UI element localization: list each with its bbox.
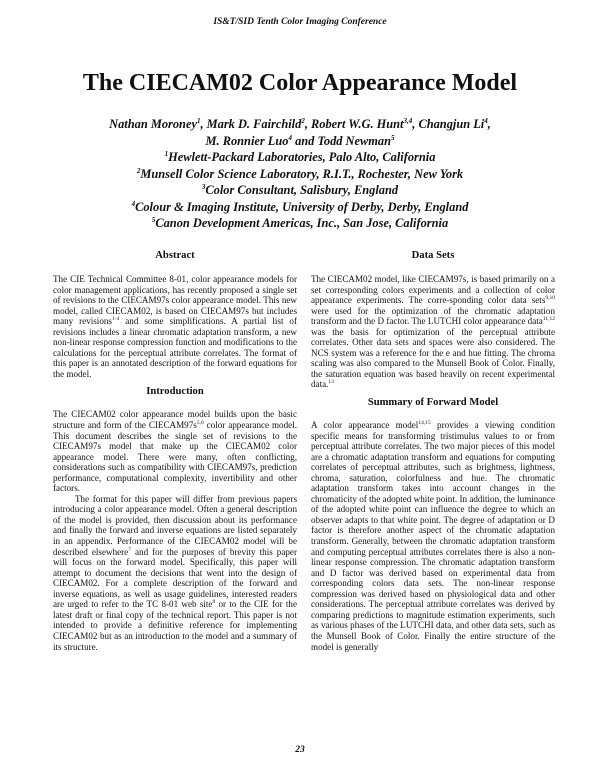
affiliation-text: Color Consultant, Salisbury, England — [205, 183, 399, 197]
affiliation-mark: 1 — [164, 149, 169, 158]
author-name: M. Ronnier Luo — [205, 133, 289, 148]
author-name: and Todd Newman — [291, 133, 391, 148]
body-text: or to the CIE for the latest draft or final copy of the technical report. This paper is not intended to provide a definitive reference for implementing CIECAM02 but as an introduction to the model and a summary of its structure. — [53, 599, 298, 652]
data-sets-paragraph — [311, 274, 555, 390]
citation: 9,10 — [545, 295, 555, 302]
citation: 7 — [128, 546, 131, 553]
citation: 13 — [328, 379, 334, 386]
affiliation-text: Colour & Imaging Institute, University of Derby, Derby, England — [135, 199, 469, 214]
body-text: was the basis for optimization of the perceptual attribute correlates. Other data sets and spaces were also considered. The NCS system was a reference for the e and hue fitting. The chroma scaling was also compared to the Munsell Book of Color. Finally, the saturation equation was based heavily on recent experimental data. — [311, 326, 555, 390]
intro-paragraph-2 — [53, 494, 297, 652]
author-affil-mark: 5 — [391, 133, 395, 142]
author-line-2 — [40, 133, 560, 150]
abstract-paragraph — [53, 274, 297, 379]
author-affil-mark: 3,4 — [403, 116, 413, 125]
affiliation-1 — [40, 149, 560, 166]
body-text: The CIECAM02 color appearance model builds upon the basic structure and form of the CIECAM97s — [53, 409, 297, 431]
author-name: , Mark D. Fairchild — [200, 117, 302, 131]
affiliation-mark: 2 — [136, 166, 141, 175]
affiliation-mark: 3 — [201, 182, 206, 191]
left-column — [53, 250, 297, 652]
introduction-heading: Introduction — [146, 386, 204, 398]
author-separator: , — [487, 117, 491, 131]
data-sets-heading: Data Sets — [411, 250, 455, 261]
author-name: , Changjun Li — [412, 117, 485, 131]
citation: 11,12 — [542, 316, 555, 323]
intro-paragraph-1 — [53, 409, 297, 493]
affiliation-mark: 5 — [151, 215, 156, 224]
body-text: A color appearance model — [311, 420, 419, 431]
affiliation-text: Hewlett-Packard Laboratories, Palo Alto, California — [168, 150, 436, 164]
summary-heading: Summary of Forward Model — [367, 397, 499, 409]
page-number: 23 — [295, 745, 305, 755]
citation: 1-4 — [111, 316, 120, 323]
abstract-heading: Abstract — [155, 250, 195, 261]
body-text: color appearance model. This document describes the single set of revisions to the CIECAM97s model that make up the CIECAM02 color appearance model. There were many, often conflicting, considerations such as compatibility with CIECAM97s, prediction performance, computational complexity, invertibility and other factors. — [53, 420, 297, 494]
author-block — [40, 116, 560, 232]
citation: 5,6 — [196, 419, 204, 426]
body-text: and some simplifications. A partial list of revisions includes a linear chromatic adaptation transform, a new non-linear response compression function and modifications to the calculations for the perceptual attribute correlates. The format of this paper is an annotated description of the forward equations for the model. — [53, 316, 297, 379]
affiliation-4 — [40, 199, 560, 216]
body-text: and for the purposes of brevity this paper will focus on the forward model. Specifically, this paper will attempt to document the decisions that went into the design of CIECAM02. For a complete description of the forward and inverse equations, as well as usage guidelines, interested readers are urged to refer to the TC 8-01 web site — [53, 546, 297, 610]
author-affil-mark: 2 — [301, 116, 305, 125]
author-affil-mark: 4 — [484, 116, 488, 125]
affiliation-3 — [40, 182, 560, 199]
paper-title: The CIECAM02 Color Appearance Model — [82, 70, 518, 96]
citation: 14,15 — [418, 419, 431, 426]
author-name: , Robert W.G. Hunt — [304, 117, 404, 131]
affiliation-5 — [40, 215, 560, 232]
author-affil-mark: 1 — [196, 116, 201, 125]
citation: 8 — [212, 599, 216, 606]
author-line-1 — [40, 116, 560, 133]
affiliation-mark: 4 — [131, 199, 136, 208]
body-text: The CIECAM02 model, like CIECAM97s, is based primarily on a set corresponding colors experiments and a collection of color appearance experiments. The corre-sponding color data sets — [311, 274, 555, 306]
affiliation-2 — [40, 166, 560, 183]
author-affil-mark: 4 — [288, 133, 292, 142]
body-text: provides a viewing condition specific means for transforming tristimulus values to or from perceptual attribute correlates. The two major pieces of this model are a chromatic adaptation transform and equations for computing correlates of perceptual attributes, such as brightness, lightness, chroma, saturation, colorfulness and hue. The chromatic adaptation transform takes into account changes in the chromaticity of the adopted white point. In addition, the luminance of the adopted white point can influence the degree to which an observer adapts to that white point. The degree of adaptation or D factor is therefore another aspect of the chromatic adaptation transform. Generally, between the chromatic adaptation transform and computing perceptual attributes correlates there is also a non-linear response compression. The chromatic adaptation transform and D factor was derived based on experimental data from corresponding colors data sets. The non-linear response compression was derived based on physiological data and other considerations. The perceptual attribute correlates was derived by comparing predictions to magnitude estimation experiments, such as various phases of the LUTCHI data, and other data sets, such as the Munsell Book of Color. Finally the entire structure of the model is generally — [311, 420, 555, 652]
body-text: were used for the optimization of the chromatic adaptation transform and the D factor. The LUTCHI color appearance data — [311, 305, 555, 327]
body-text: The format for this paper will differ from previous papers introducing a color appearance model. Often a general description of the model is provided, then discussion about its performance and finally the forward and inverse equations are listed separately in an appendix. Performance of the CIECAM02 model will be described elsewhere — [53, 493, 297, 557]
summary-paragraph — [311, 420, 555, 652]
body-text: The CIE Technical Committee 8-01, color appearance models for color management applications, has recently proposed a single set of revisions to the CIECAM97s color appearance model. This new model, called CIECAM02, is based on CIECAM97s but includes many revisions — [53, 274, 297, 327]
affiliation-text: Canon Development Americas, Inc., San Jose, California — [155, 216, 449, 230]
affiliation-text: Munsell Color Science Laboratory, R.I.T., Rochester, New York — [140, 166, 464, 181]
right-column — [311, 250, 555, 652]
author-name: Nathan Moroney — [109, 117, 197, 131]
running-head: IS&T/SID Tenth Color Imaging Conference — [213, 17, 387, 27]
